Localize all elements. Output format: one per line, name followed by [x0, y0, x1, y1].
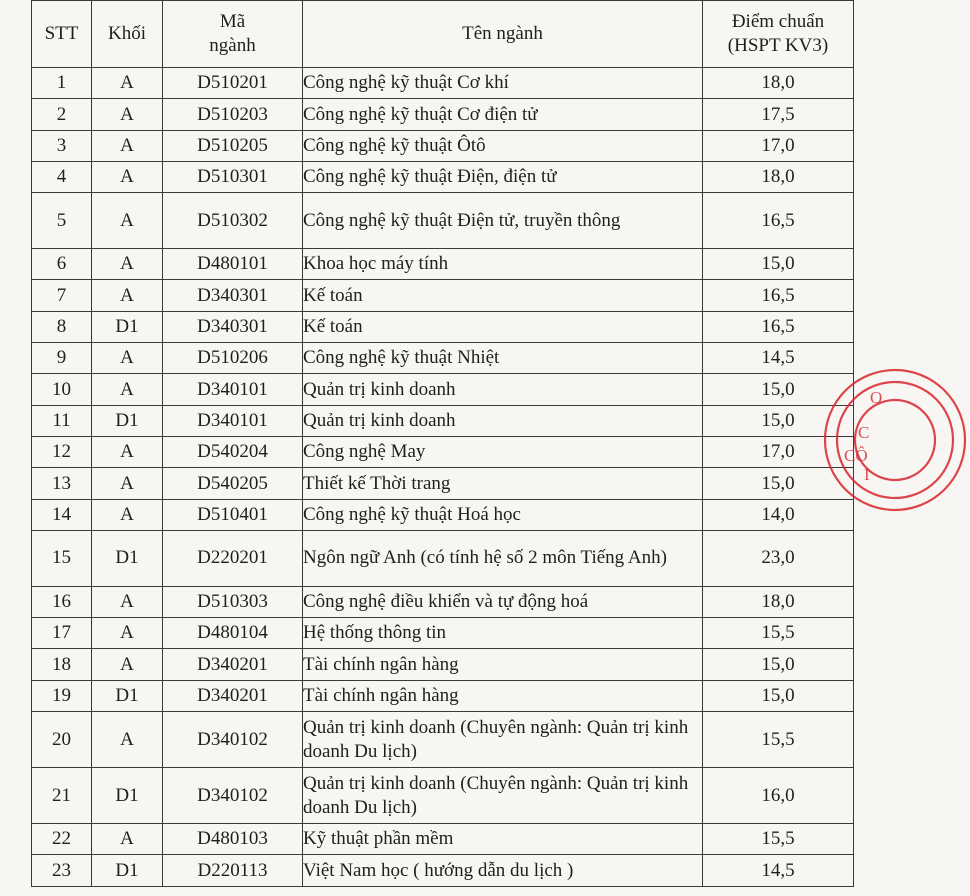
cell-ma-nganh: D340201: [163, 649, 303, 680]
header-stt: STT: [32, 1, 92, 68]
cell-ma-nganh: D480104: [163, 618, 303, 649]
cell-khoi: A: [92, 68, 163, 99]
table-row: [32, 618, 854, 649]
cell-stt: 7: [32, 280, 92, 311]
cell-ma-nganh: D340102: [163, 768, 303, 824]
cell-diem-chuan: 17,0: [703, 130, 854, 161]
cell-khoi: A: [92, 468, 163, 499]
cell-diem-chuan: 16,5: [703, 280, 854, 311]
cell-ten-nganh: Khoa học máy tính: [303, 249, 703, 280]
cell-diem-chuan: 18,0: [703, 161, 854, 192]
table-row: [32, 586, 854, 617]
cell-ma-nganh: D510302: [163, 193, 303, 249]
cell-ma-nganh: D340201: [163, 680, 303, 711]
cell-diem-chuan: 23,0: [703, 530, 854, 586]
cell-diem-chuan: 15,0: [703, 680, 854, 711]
cell-khoi: A: [92, 824, 163, 855]
cell-khoi: A: [92, 618, 163, 649]
cell-ma-nganh: D480103: [163, 824, 303, 855]
cell-diem-chuan: 15,0: [703, 374, 854, 405]
table-row: [32, 436, 854, 467]
cell-ma-nganh: D510206: [163, 343, 303, 374]
cell-ten-nganh: Công nghệ kỹ thuật Điện tử, truyền thông: [303, 193, 703, 249]
cell-ma-nganh: D220113: [163, 855, 303, 886]
cell-stt: 15: [32, 530, 92, 586]
cell-khoi: A: [92, 586, 163, 617]
cell-stt: 9: [32, 343, 92, 374]
cell-ma-nganh: D540205: [163, 468, 303, 499]
cell-ten-nganh: Quản trị kinh doanh: [303, 405, 703, 436]
cell-khoi: A: [92, 99, 163, 130]
stamp-letter-1: O: [870, 388, 883, 407]
cell-ma-nganh: D340102: [163, 712, 303, 768]
cell-stt: 5: [32, 193, 92, 249]
header-khoi: Khối: [92, 1, 163, 68]
cell-stt: 16: [32, 586, 92, 617]
cell-khoi: A: [92, 249, 163, 280]
table-row: [32, 680, 854, 711]
table-row: [32, 649, 854, 680]
cell-diem-chuan: 15,0: [703, 468, 854, 499]
cell-diem-chuan: 16,5: [703, 311, 854, 342]
cell-khoi: A: [92, 130, 163, 161]
cell-ten-nganh: Ngôn ngữ Anh (có tính hệ số 2 môn Tiếng Anh): [303, 530, 703, 586]
cell-ten-nganh: Công nghệ kỹ thuật Điện, điện tử: [303, 161, 703, 192]
cell-khoi: D1: [92, 768, 163, 824]
cell-ma-nganh: D510203: [163, 99, 303, 130]
cell-stt: 14: [32, 499, 92, 530]
cell-diem-chuan: 15,0: [703, 249, 854, 280]
cell-ten-nganh: Quản trị kinh doanh: [303, 374, 703, 405]
cell-ten-nganh: Công nghệ May: [303, 436, 703, 467]
cell-ten-nganh: Công nghệ kỹ thuật Nhiệt: [303, 343, 703, 374]
header-diem-chuan: Điểm chuẩn (HSPT KV3): [703, 1, 854, 68]
cell-khoi: D1: [92, 405, 163, 436]
table-row: [32, 130, 854, 161]
table-row: [32, 405, 854, 436]
cell-ma-nganh: D510401: [163, 499, 303, 530]
cell-ten-nganh: Công nghệ kỹ thuật Cơ điện tử: [303, 99, 703, 130]
cell-khoi: D1: [92, 311, 163, 342]
cell-ma-nganh: D510303: [163, 586, 303, 617]
cell-stt: 23: [32, 855, 92, 886]
table-row: [32, 712, 854, 768]
cell-khoi: A: [92, 499, 163, 530]
cell-khoi: A: [92, 193, 163, 249]
cell-stt: 19: [32, 680, 92, 711]
cell-ma-nganh: D540204: [163, 436, 303, 467]
cell-ma-nganh: D340301: [163, 280, 303, 311]
table-row: [32, 530, 854, 586]
cell-stt: 21: [32, 768, 92, 824]
cell-stt: 18: [32, 649, 92, 680]
cell-ma-nganh: D340101: [163, 374, 303, 405]
cell-ten-nganh: Kế toán: [303, 280, 703, 311]
cell-stt: 11: [32, 405, 92, 436]
table-row: [32, 468, 854, 499]
cell-khoi: A: [92, 343, 163, 374]
cell-ten-nganh: Quản trị kinh doanh (Chuyên ngành: Quản trị kinh doanh Du lịch): [303, 768, 703, 824]
cell-khoi: A: [92, 649, 163, 680]
cell-khoi: A: [92, 374, 163, 405]
table-row: [32, 311, 854, 342]
cell-khoi: D1: [92, 530, 163, 586]
cell-stt: 3: [32, 130, 92, 161]
cell-stt: 22: [32, 824, 92, 855]
cell-ten-nganh: Việt Nam học ( hướng dẫn du lịch ): [303, 855, 703, 886]
table-header-row: [32, 1, 854, 68]
cell-diem-chuan: 15,0: [703, 649, 854, 680]
cell-stt: 10: [32, 374, 92, 405]
cell-khoi: D1: [92, 680, 163, 711]
table-row: [32, 768, 854, 824]
cell-ma-nganh: D510201: [163, 68, 303, 99]
cell-diem-chuan: 15,5: [703, 712, 854, 768]
cell-diem-chuan: 17,0: [703, 436, 854, 467]
cell-ten-nganh: Công nghệ kỹ thuật Hoá học: [303, 499, 703, 530]
cell-khoi: A: [92, 161, 163, 192]
cell-ten-nganh: Kỹ thuật phần mềm: [303, 824, 703, 855]
cell-ma-nganh: D220201: [163, 530, 303, 586]
table-row: [32, 374, 854, 405]
cell-diem-chuan: 16,5: [703, 193, 854, 249]
cell-ma-nganh: D340101: [163, 405, 303, 436]
cell-stt: 4: [32, 161, 92, 192]
table-row: [32, 280, 854, 311]
cell-diem-chuan: 17,5: [703, 99, 854, 130]
table-row: [32, 193, 854, 249]
cell-ten-nganh: Công nghệ kỹ thuật Ôtô: [303, 130, 703, 161]
cell-stt: 17: [32, 618, 92, 649]
cell-ma-nganh: D510205: [163, 130, 303, 161]
cell-ten-nganh: Hệ thống thông tin: [303, 618, 703, 649]
cell-diem-chuan: 15,5: [703, 824, 854, 855]
table-row: [32, 99, 854, 130]
cell-khoi: D1: [92, 855, 163, 886]
cell-ten-nganh: Công nghệ kỹ thuật Cơ khí: [303, 68, 703, 99]
table-row: [32, 499, 854, 530]
table-row: [32, 161, 854, 192]
table-body: [32, 68, 854, 887]
cell-khoi: A: [92, 280, 163, 311]
cell-ten-nganh: Quản trị kinh doanh (Chuyên ngành: Quản trị kinh doanh Du lịch): [303, 712, 703, 768]
cell-ten-nganh: Thiết kế Thời trang: [303, 468, 703, 499]
cell-ten-nganh: Tài chính ngân hàng: [303, 680, 703, 711]
stamp-letter-3: CÔ: [844, 446, 868, 465]
cell-ma-nganh: D480101: [163, 249, 303, 280]
table-row: [32, 855, 854, 886]
cell-diem-chuan: 14,0: [703, 499, 854, 530]
cell-stt: 8: [32, 311, 92, 342]
cell-ten-nganh: Kế toán: [303, 311, 703, 342]
cell-diem-chuan: 15,0: [703, 405, 854, 436]
cell-diem-chuan: 14,5: [703, 343, 854, 374]
cell-ten-nganh: Công nghệ điều khiển và tự động hoá: [303, 586, 703, 617]
header-ten-nganh: Tên ngành: [303, 1, 703, 68]
cell-ten-nganh: Tài chính ngân hàng: [303, 649, 703, 680]
cell-khoi: A: [92, 712, 163, 768]
cell-diem-chuan: 18,0: [703, 68, 854, 99]
header-ma-nganh: Mã ngành: [163, 1, 303, 68]
stamp-letter-2: C: [858, 423, 870, 442]
cell-ma-nganh: D510301: [163, 161, 303, 192]
table-row: [32, 68, 854, 99]
table-row: [32, 343, 854, 374]
cell-diem-chuan: 15,5: [703, 618, 854, 649]
cell-stt: 12: [32, 436, 92, 467]
table-row: [32, 824, 854, 855]
cell-diem-chuan: 14,5: [703, 855, 854, 886]
table-row: [32, 249, 854, 280]
cell-diem-chuan: 16,0: [703, 768, 854, 824]
cell-khoi: A: [92, 436, 163, 467]
cell-stt: 13: [32, 468, 92, 499]
admission-score-table: [31, 0, 854, 887]
cell-stt: 20: [32, 712, 92, 768]
stamp-letter-4: I: [864, 465, 870, 484]
cell-stt: 6: [32, 249, 92, 280]
cell-diem-chuan: 18,0: [703, 586, 854, 617]
cell-stt: 2: [32, 99, 92, 130]
cell-stt: 1: [32, 68, 92, 99]
cell-ma-nganh: D340301: [163, 311, 303, 342]
